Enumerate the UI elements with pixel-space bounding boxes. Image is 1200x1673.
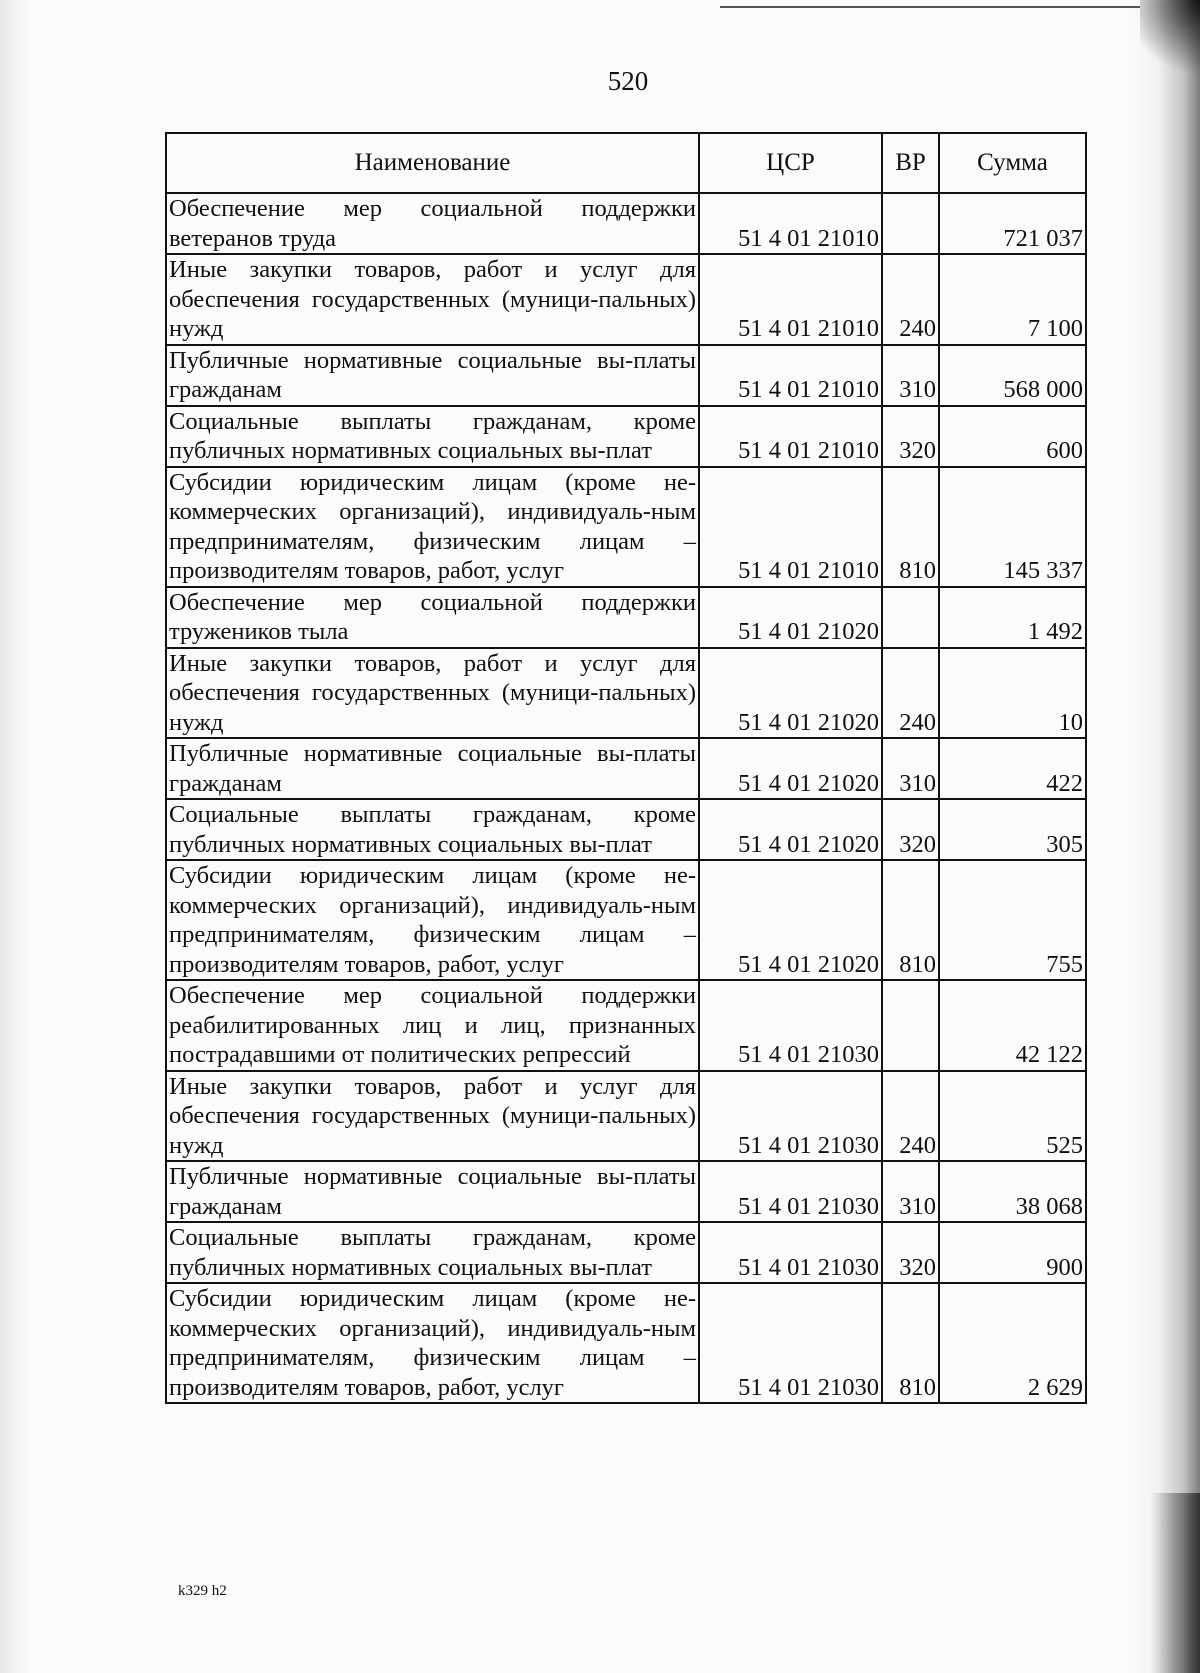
cell-sum: 1 492 bbox=[939, 587, 1086, 648]
table-row bbox=[166, 1283, 1086, 1403]
header-vr: ВР bbox=[882, 133, 939, 193]
cell-vr bbox=[882, 587, 939, 648]
cell-sum: 422 bbox=[939, 738, 1086, 799]
header-name: Наименование bbox=[166, 133, 699, 193]
cell-csr: 51 4 01 21030 bbox=[699, 1161, 882, 1222]
cell-csr: 51 4 01 21030 bbox=[699, 1283, 882, 1403]
cell-name: Социальные выплаты гражданам, кроме публичных нормативных социальных вы-плат bbox=[166, 406, 699, 467]
table-row bbox=[166, 860, 1086, 980]
cell-sum: 755 bbox=[939, 860, 1086, 980]
cell-sum: 600 bbox=[939, 406, 1086, 467]
cell-csr: 51 4 01 21010 bbox=[699, 467, 882, 587]
cell-name: Иные закупки товаров, работ и услуг для обеспечения государственных (муници-пальных) нужд bbox=[166, 648, 699, 739]
cell-csr: 51 4 01 21010 bbox=[699, 254, 882, 345]
cell-sum: 145 337 bbox=[939, 467, 1086, 587]
table-row bbox=[166, 345, 1086, 406]
scan-shadow-right bbox=[1130, 0, 1200, 1673]
cell-sum: 525 bbox=[939, 1071, 1086, 1162]
cell-name: Субсидии юридическим лицам (кроме не-коммерческих организаций), индивидуаль-ным предпринимателям, физическим лицам – производителям товаров, работ, услуг bbox=[166, 1283, 699, 1403]
cell-vr: 310 bbox=[882, 345, 939, 406]
cell-csr: 51 4 01 21010 bbox=[699, 345, 882, 406]
table-row bbox=[166, 587, 1086, 648]
cell-csr: 51 4 01 21010 bbox=[699, 406, 882, 467]
cell-sum: 42 122 bbox=[939, 980, 1086, 1071]
table-row bbox=[166, 1071, 1086, 1162]
cell-name: Иные закупки товаров, работ и услуг для обеспечения государственных (муници-пальных) нужд bbox=[166, 1071, 699, 1162]
cell-csr: 51 4 01 21030 bbox=[699, 1071, 882, 1162]
cell-vr: 810 bbox=[882, 467, 939, 587]
scan-artifact-line bbox=[720, 6, 1140, 8]
cell-sum: 7 100 bbox=[939, 254, 1086, 345]
budget-table bbox=[165, 132, 1087, 1404]
cell-name: Социальные выплаты гражданам, кроме публичных нормативных социальных вы-плат bbox=[166, 1222, 699, 1283]
cell-vr bbox=[882, 980, 939, 1071]
table-row bbox=[166, 738, 1086, 799]
cell-sum: 900 bbox=[939, 1222, 1086, 1283]
cell-csr: 51 4 01 21020 bbox=[699, 648, 882, 739]
header-csr: ЦСР bbox=[699, 133, 882, 193]
table-row bbox=[166, 406, 1086, 467]
table-row bbox=[166, 799, 1086, 860]
cell-sum: 10 bbox=[939, 648, 1086, 739]
table-row bbox=[166, 1161, 1086, 1222]
table-body bbox=[166, 193, 1086, 1403]
cell-name: Обеспечение мер социальной поддержки ветеранов труда bbox=[166, 193, 699, 254]
table-row bbox=[166, 1222, 1086, 1283]
cell-sum: 721 037 bbox=[939, 193, 1086, 254]
cell-name: Социальные выплаты гражданам, кроме публичных нормативных социальных вы-плат bbox=[166, 799, 699, 860]
table-row bbox=[166, 254, 1086, 345]
cell-csr: 51 4 01 21020 bbox=[699, 860, 882, 980]
cell-name: Публичные нормативные социальные вы-платы гражданам bbox=[166, 345, 699, 406]
cell-name: Публичные нормативные социальные вы-платы гражданам bbox=[166, 738, 699, 799]
cell-name: Обеспечение мер социальной поддержки реабилитированных лиц и лиц, признанных пострадавшими от политических репрессий bbox=[166, 980, 699, 1071]
cell-name: Публичные нормативные социальные вы-платы гражданам bbox=[166, 1161, 699, 1222]
table-row bbox=[166, 467, 1086, 587]
table-row bbox=[166, 980, 1086, 1071]
cell-vr: 310 bbox=[882, 738, 939, 799]
header-sum: Сумма bbox=[939, 133, 1086, 193]
cell-name: Иные закупки товаров, работ и услуг для обеспечения государственных (муници-пальных) нужд bbox=[166, 254, 699, 345]
cell-name: Обеспечение мер социальной поддержки тружеников тыла bbox=[166, 587, 699, 648]
page-number: 520 bbox=[607, 66, 649, 96]
scan-corner-shadow-bottom bbox=[1150, 1493, 1200, 1673]
cell-vr: 810 bbox=[882, 860, 939, 980]
cell-name: Субсидии юридическим лицам (кроме не-коммерческих организаций), индивидуаль-ным предпринимателям, физическим лицам – производителям товаров, работ, услуг bbox=[166, 467, 699, 587]
cell-vr: 240 bbox=[882, 254, 939, 345]
cell-csr: 51 4 01 21030 bbox=[699, 980, 882, 1071]
cell-sum: 568 000 bbox=[939, 345, 1086, 406]
cell-vr: 240 bbox=[882, 1071, 939, 1162]
scan-shadow-left bbox=[0, 0, 28, 1673]
cell-csr: 51 4 01 21010 bbox=[699, 193, 882, 254]
cell-vr: 810 bbox=[882, 1283, 939, 1403]
cell-sum: 38 068 bbox=[939, 1161, 1086, 1222]
table-header-row bbox=[166, 133, 1086, 193]
cell-vr bbox=[882, 193, 939, 254]
cell-vr: 240 bbox=[882, 648, 939, 739]
cell-vr: 320 bbox=[882, 406, 939, 467]
cell-sum: 2 629 bbox=[939, 1283, 1086, 1403]
cell-csr: 51 4 01 21020 bbox=[699, 799, 882, 860]
cell-csr: 51 4 01 21020 bbox=[699, 587, 882, 648]
footer-code: k329 h2 bbox=[178, 1583, 227, 1599]
table-row bbox=[166, 648, 1086, 739]
cell-sum: 305 bbox=[939, 799, 1086, 860]
cell-vr: 320 bbox=[882, 799, 939, 860]
cell-name: Субсидии юридическим лицам (кроме не-коммерческих организаций), индивидуаль-ным предпринимателям, физическим лицам – производителям товаров, работ, услуг bbox=[166, 860, 699, 980]
cell-csr: 51 4 01 21030 bbox=[699, 1222, 882, 1283]
cell-csr: 51 4 01 21020 bbox=[699, 738, 882, 799]
cell-vr: 320 bbox=[882, 1222, 939, 1283]
cell-vr: 310 bbox=[882, 1161, 939, 1222]
table-row bbox=[166, 193, 1086, 254]
